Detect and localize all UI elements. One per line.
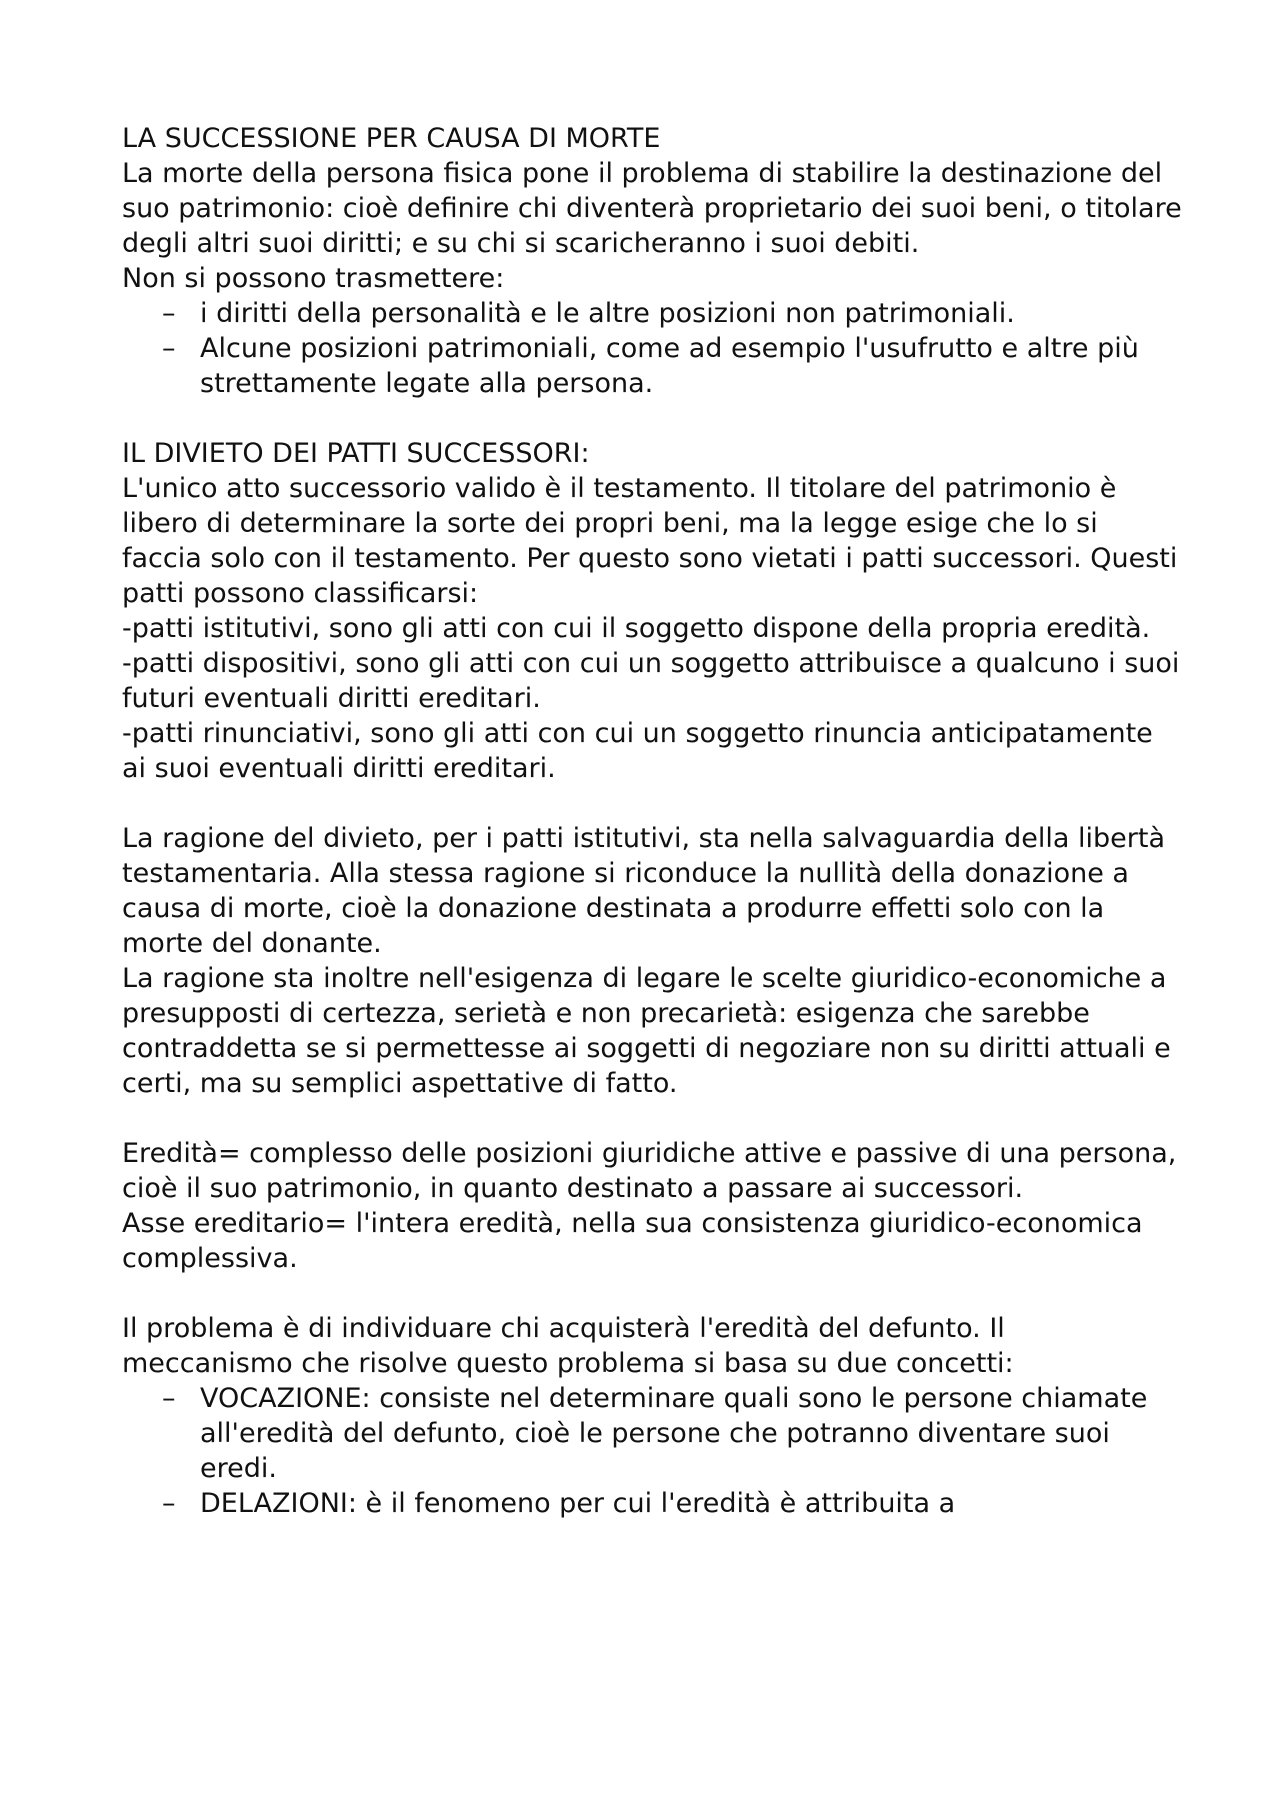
non-transmissible-lead: Non si possono trasmettere: <box>122 263 505 294</box>
patto-item: -patti rinunciativi, sono gli atti con cui un soggetto rinuncia anticipatamente ai suoi eventuali diritti ereditari. <box>122 718 1153 784</box>
list-item: – VOCAZIONE: consiste nel determinare quali sono le persone chiamate all'eredità del defunto, cioè le persone che potranno diventare suoi eredi. <box>200 1381 1182 1486</box>
eredita-definition: Eredità= complesso delle posizioni giuridiche attive e passive di una persona, cioè il suo patrimonio, in quanto destinato a passare ai successori. <box>122 1138 1177 1204</box>
spacer <box>122 1276 1182 1311</box>
section-title-succession: LA SUCCESSIONE PER CAUSA DI MORTE <box>122 123 661 154</box>
divieto-paragraph: L'unico atto successorio valido è il testamento. Il titolare del patrimonio è libero di determinare la sorte dei propri beni, ma la legge esige che lo si faccia solo con il testamento. Per questo sono vietati i patti successori. Questi patti possono classificarsi: <box>122 473 1178 609</box>
list-item: – i diritti della personalità e le altre posizioni non patrimoniali. <box>200 296 1182 331</box>
intro-paragraph: La morte della persona fisica pone il problema di stabilire la destinazione del suo patrimonio: cioè definire chi diventerà proprietario dei suoi beni, o titolare degli altri suoi diritti; e su chi si scaricheranno i suoi debiti. <box>122 158 1182 259</box>
asse-definition: Asse ereditario= l'intera eredità, nella sua consistenza giuridico-economica complessiva. <box>122 1208 1143 1274</box>
ragione-paragraph: La ragione del divieto, per i patti istitutivi, sta nella salvaguardia della libertà testamentaria. Alla stessa ragione si riconduce la nullità della donazione a causa di morte, cioè la donazione destinata a produrre effetti solo con la morte del donante. <box>122 823 1165 959</box>
patto-item: -patti istitutivi, sono gli atti con cui il soggetto dispone della propria eredità. <box>122 613 1151 644</box>
spacer <box>122 401 1182 436</box>
spacer <box>122 786 1182 821</box>
section-title-divieto: IL DIVIETO DEI PATTI SUCCESSORI: <box>122 438 590 469</box>
non-transmissible-list <box>122 296 1182 401</box>
document-page <box>122 121 1182 1521</box>
spacer <box>122 1101 1182 1136</box>
patto-item: -patti dispositivi, sono gli atti con cui un soggetto attribuisce a qualcuno i suoi futuri eventuali diritti ereditari. <box>122 648 1180 714</box>
ragione-paragraph: La ragione sta inoltre nell'esigenza di legare le scelte giuridico-economiche a presupposti di certezza, serietà e non precarietà: esigenza che sarebbe contraddetta se si permettesse ai soggetti di negoziare non su diritti attuali e certi, ma su semplici aspettative di fatto. <box>122 963 1171 1099</box>
list-item: – Alcune posizioni patrimoniali, come ad esempio l'usufrutto e altre più strettamente legate alla persona. <box>200 331 1182 401</box>
problema-paragraph: Il problema è di individuare chi acquisterà l'eredità del defunto. Il meccanismo che risolve questo problema si basa su due concetti: <box>122 1313 1014 1379</box>
list-item: – DELAZIONI: è il fenomeno per cui l'eredità è attribuita a <box>200 1486 1182 1521</box>
concetti-list <box>122 1381 1182 1521</box>
